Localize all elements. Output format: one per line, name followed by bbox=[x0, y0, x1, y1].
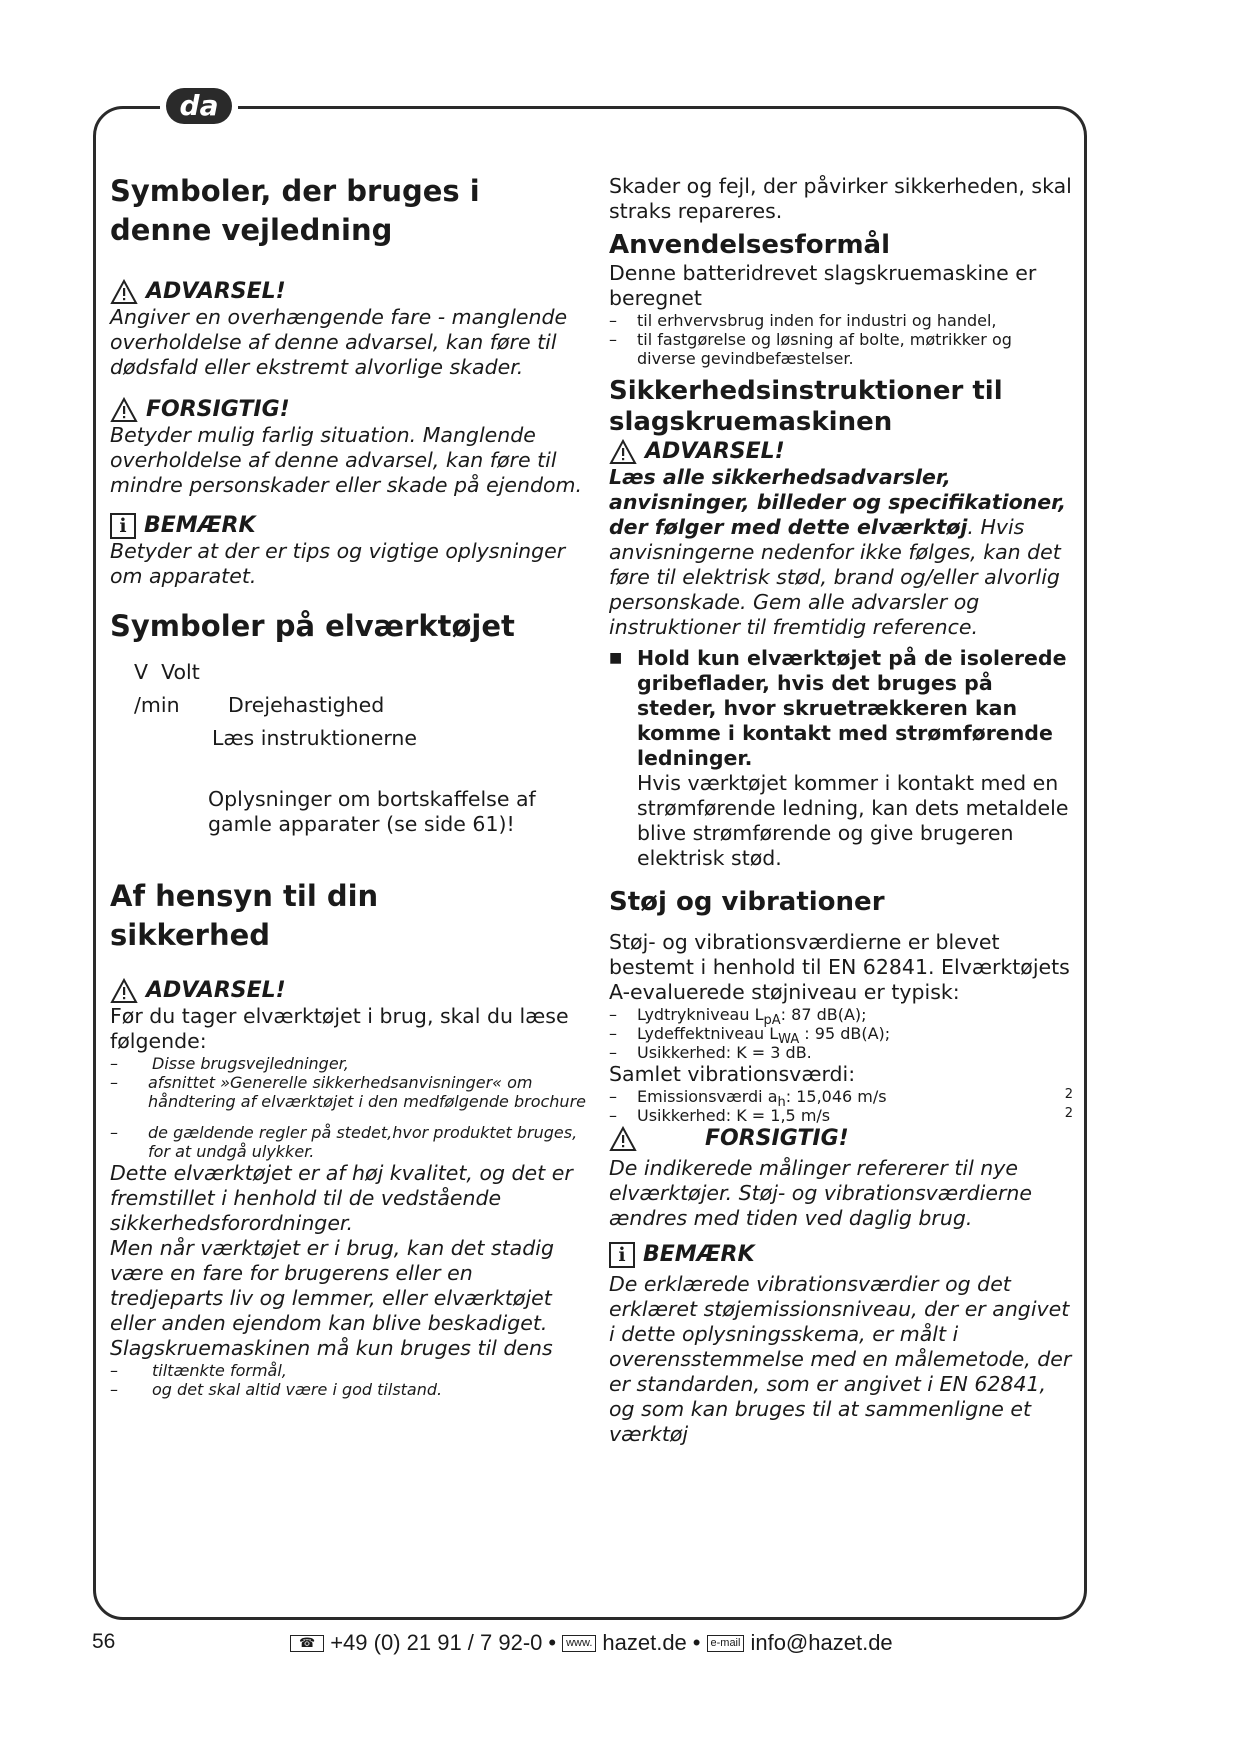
symbol-volt: V Volt bbox=[134, 660, 200, 684]
symbol-read-instructions: Læs instruktionerne bbox=[212, 726, 417, 750]
safety-paragraph: Dette elværktøjet er af høj kvalitet, og det er fremstillet i henhold til de vedstående sikkerhedsforordninger. bbox=[110, 1161, 573, 1235]
damage-text: Skader og fejl, der påvirker sikkerheden, skal straks repareres. bbox=[609, 174, 1072, 223]
symbol-disposal: Oplysninger om bortskaffelse af gamle apparater (se side 61)! bbox=[208, 787, 536, 836]
left-column bbox=[110, 172, 590, 1399]
warning-triangle-icon bbox=[609, 439, 637, 465]
language-badge bbox=[160, 86, 238, 126]
note-label: i BEMÆRK bbox=[609, 1241, 1073, 1268]
heading-symbols-tool: Symboler på elværktøjet bbox=[110, 609, 515, 643]
warning-label: ADVARSEL! bbox=[110, 278, 590, 305]
purpose-intro: Denne batteridrevet slagskruemaskine er beregnet bbox=[609, 261, 1037, 310]
warning-label: ADVARSEL! bbox=[609, 438, 1073, 465]
warning-text: Læs alle sikkerhedsadvarsler, anvisninger, billeder og specifikationer, der følger med dette elværktøj. Hvis anvisningerne nedenfor ikke følges, kan det føre til elektrisk stød, brand og/eller alvorlig personskade. Gem alle advarsler og instruktioner til fremtidig reference. bbox=[609, 465, 1067, 639]
list-item: – til fastgørelse og løsning af bolte, møtrikker og diverse gevindbefæstelser. bbox=[609, 330, 1012, 368]
phone-icon: ☎ bbox=[290, 1635, 324, 1652]
list-item: – og det skal altid være i god tilstand. bbox=[110, 1380, 443, 1399]
email-icon: e-mail bbox=[707, 1635, 745, 1652]
note-label: i BEMÆRK bbox=[110, 512, 590, 539]
noise-intro: Støj- og vibrationsværdierne er blevet bestemt i henhold til EN 62841. Elværktøjets A-evaluerede støjniveau er typisk: bbox=[609, 930, 1070, 1004]
info-icon: i bbox=[609, 1242, 635, 1268]
info-icon: i bbox=[110, 513, 136, 539]
heading-symbols-manual: Symboler, der bruges i denne vejledning bbox=[110, 174, 480, 247]
list-item: – Usikkerhed: K = 1,5 m/s 2 bbox=[609, 1106, 1073, 1125]
list-item: ■ Hold kun elværktøjet på de isolerede gribeflader, hvis det bruges på steder, hvor skruetrækkeren kan komme i kontakt med strømførende ledninger. Hvis værktøjet kommer i kontakt med en strømførende ledning, kan dets metaldele blive strømførende og give brugeren elektrisk stød. bbox=[609, 646, 1069, 870]
safety-intro: Før du tager elværktøjet i brug, skal du læse følgende: bbox=[110, 1004, 569, 1053]
note-text: Betyder at der er tips og vigtige oplysninger om apparatet. bbox=[110, 539, 566, 588]
right-column bbox=[609, 174, 1073, 1447]
list-item: – afsnittet »Generelle sikkerhedsanvisninger« om håndtering af elværktøjet i den medfølgende brochure bbox=[110, 1073, 586, 1111]
safety-paragraph: Men når værktøjet er i brug, kan det stadig være en fare for brugerens eller en tredjeparts liv og lemmer, eller elværktøjet eller anden ejendom kan blive beskadiget. bbox=[110, 1236, 554, 1335]
email-link[interactable]: info@hazet.de bbox=[750, 1630, 893, 1655]
website-link[interactable]: hazet.de bbox=[602, 1630, 687, 1655]
page-number: 56 bbox=[92, 1630, 116, 1653]
phone-number: +49 (0) 21 91 / 7 92-0 bbox=[330, 1630, 543, 1655]
list-item: – Emissionsværdi $a_h$: 15,046 m/s 2 bbox=[609, 1087, 1073, 1111]
heading-noise: Støj og vibrationer bbox=[609, 887, 885, 917]
list-item: – Lydeffektniveau $L_{WA}$ : 95 dB(A); bbox=[609, 1024, 891, 1048]
list-item: – de gældende regler på stedet,hvor produktet bruges, for at undgå ulykker. bbox=[110, 1123, 578, 1161]
language-code: da bbox=[166, 88, 232, 124]
symbol-rpm: /min Drejehastighed bbox=[134, 693, 385, 717]
www-icon: www. bbox=[562, 1635, 596, 1652]
caution-label: FORSIGTIG! bbox=[609, 1125, 1073, 1152]
caution-text: Betyder mulig farlig situation. Manglende overholdelse af denne advarsel, kan føre til mindre personskader eller skade på ejendom. bbox=[110, 423, 583, 497]
warning-triangle-icon bbox=[110, 279, 138, 305]
list-item: – tiltænkte formål, bbox=[110, 1361, 287, 1380]
safety-warning-label: ADVARSEL! bbox=[110, 977, 590, 1004]
safety-paragraph: Slagskruemaskinen må kun bruges til dens bbox=[110, 1336, 553, 1360]
list-item: – Disse brugsvejledninger, bbox=[110, 1054, 349, 1073]
list-item: – Lydtrykniveau $L_{pA}$: 87 dB(A); bbox=[609, 1005, 867, 1029]
contact-info: ☎ +49 (0) 21 91 / 7 92-0 • www. hazet.de • e-mail info@hazet.de bbox=[290, 1630, 893, 1656]
note-text: De erklærede vibrationsværdier og det erklæret støjemissionsniveau, der er angivet i dette oplysningsskema, er målt i overensstemmelse med en målemetode, der er standarden, som er angivet i EN 62841, og som kan bruges til at sammenligne et værktøj bbox=[609, 1272, 1072, 1446]
vibration-title: Samlet vibrationsværdi: bbox=[609, 1062, 856, 1086]
list-item: – til erhvervsbrug inden for industri og handel, bbox=[609, 311, 997, 330]
heading-purpose: Anvendelsesformål bbox=[609, 230, 891, 260]
warning-triangle-icon bbox=[110, 978, 138, 1004]
caution-text: De indikerede målinger refererer til nye elværktøjer. Støj- og vibrationsværdierne ændres med tiden ved daglig brug. bbox=[609, 1156, 1032, 1230]
caution-label: FORSIGTIG! bbox=[110, 396, 590, 423]
warning-triangle-icon bbox=[609, 1126, 637, 1152]
warning-triangle-icon bbox=[110, 397, 138, 423]
list-item: – Usikkerhed: K = 3 dB. bbox=[609, 1043, 812, 1062]
warning-text: Angiver en overhængende fare - manglende overholdelse af denne advarsel, kan føre til dødsfald eller ekstremt alvorlige skader. bbox=[110, 305, 568, 379]
heading-safety: Af hensyn til din sikkerhed bbox=[110, 879, 379, 952]
heading-safety-instructions: Sikkerhedsinstruktioner til slagskruemaskinen bbox=[609, 376, 1003, 437]
footer bbox=[0, 1630, 1241, 1670]
